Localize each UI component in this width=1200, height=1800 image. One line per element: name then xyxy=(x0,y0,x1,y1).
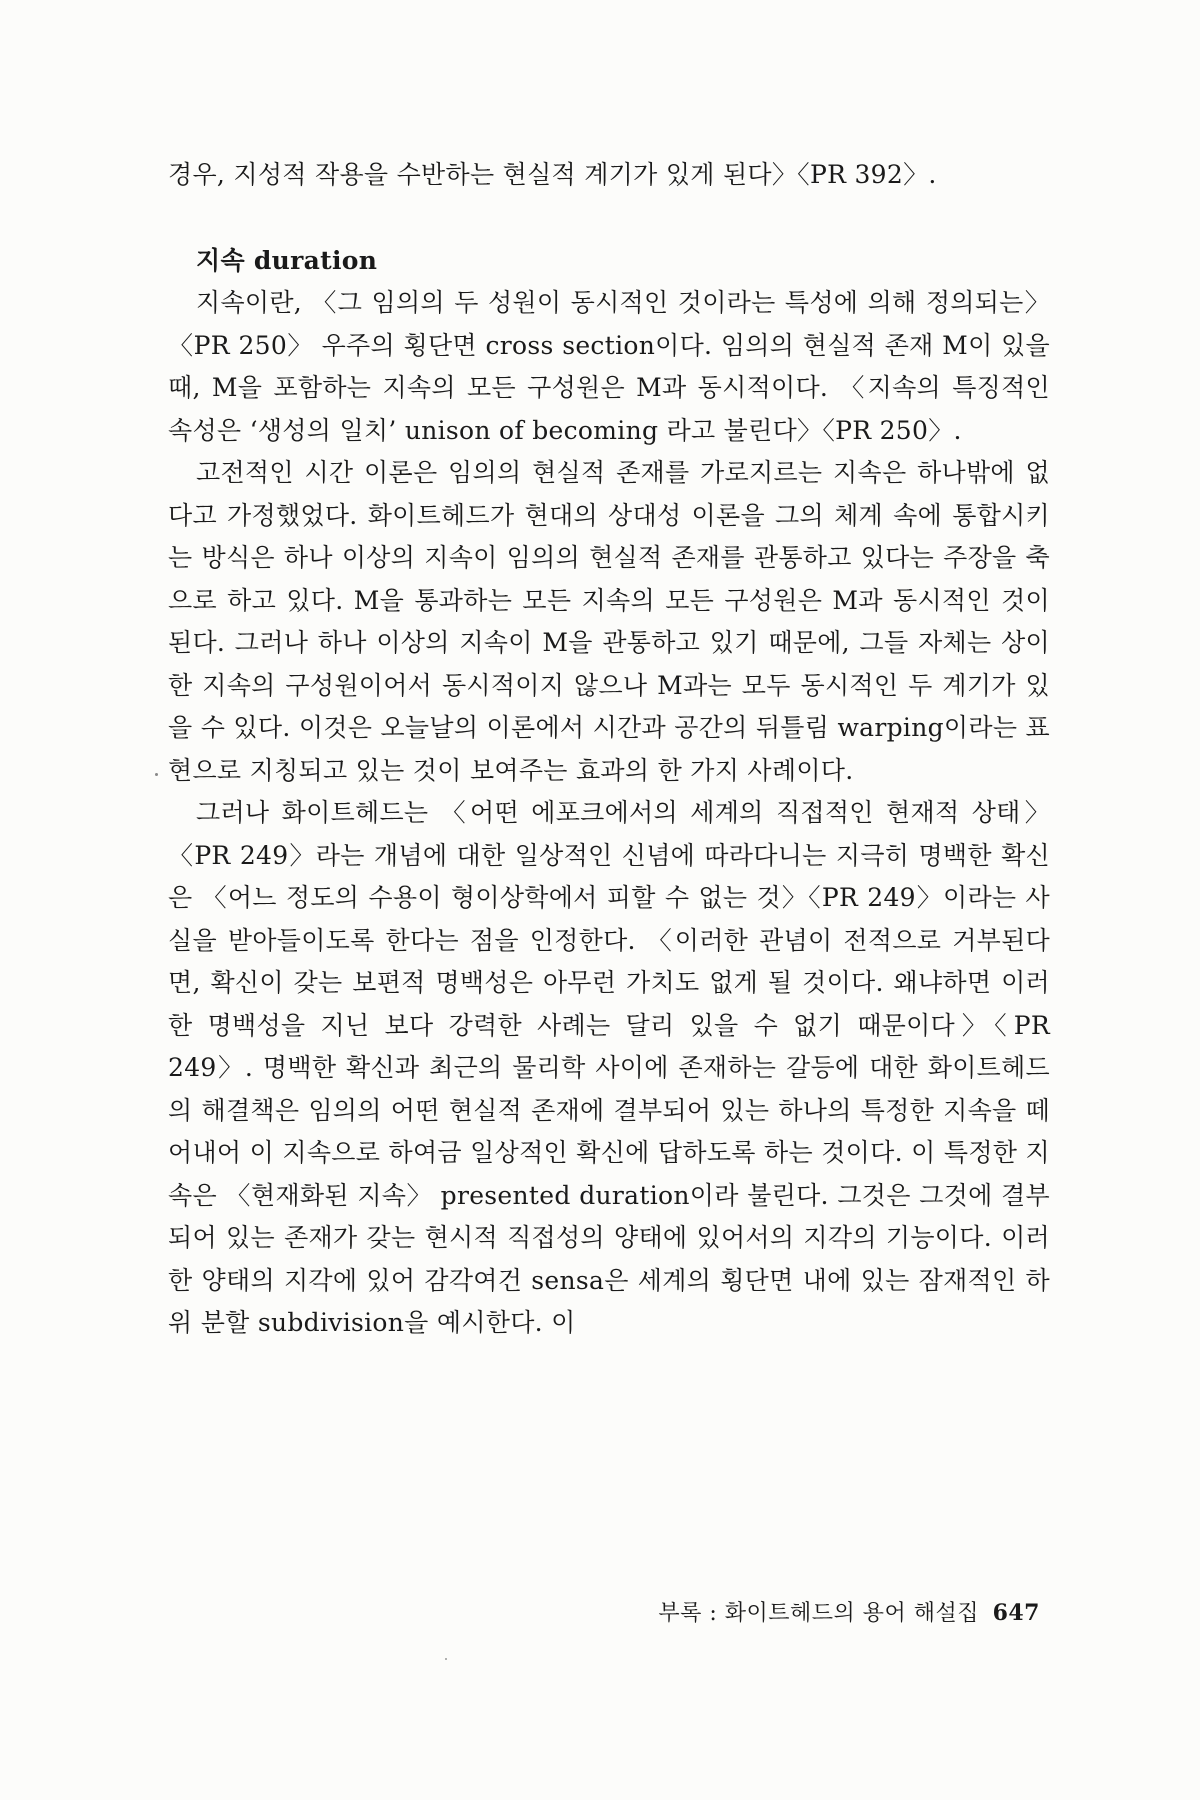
running-title: 부록 : 화이트헤드의 용어 해설집 xyxy=(658,1601,980,1626)
page-footer xyxy=(580,1596,1040,1627)
body-text xyxy=(168,154,1050,1345)
margin-dot xyxy=(155,773,158,776)
paragraph-3: 그러나 화이트헤드는 〈어떤 에포크에서의 세계의 직접적인 현재적 상태〉〈PR 249〉라는 개념에 대한 일상적인 신념에 따라다니는 지극히 명백한 확신은 〈어느 정도의 수용이 형이상학에서 피할 수 없는 것〉〈PR 249〉이라는 사실을 받아들이도록 한다는 점을 인정한다. 〈이러한 관념이 전적으로 거부된다면, 확신이 갖는 보편적 명백성은 아무런 가치도 없게 될 것이다. 왜냐하면 이러한 명백성을 지닌 보다 강력한 사례는 달리 있을 수 없기 때문이다〉〈PR 249〉. 명백한 확신과 최근의 물리학 사이에 존재하는 갈등에 대한 화이트헤드의 해결책은 임의의 어떤 현실적 존재에 결부되어 있는 하나의 특정한 지속을 떼어내어 이 지속으로 하여금 일상적인 확신에 답하도록 하는 것이다. 이 특정한 지속은 〈현재화된 지속〉 presented duration이라 불린다. 그것은 그것에 결부되어 있는 존재가 갖는 현시적 직접성의 양태에 있어서의 지각의 기능이다. 이러한 양태의 지각에 있어 감각여건 sensa은 세계의 횡단면 내에 있는 잠재적인 하위 분할 subdivision을 예시한다. 이 xyxy=(168,798,1050,1337)
scan-speck xyxy=(445,1658,447,1660)
continuation-paragraph: 경우, 지성적 작용을 수반하는 현실적 계기가 있게 된다〉〈PR 392〉. xyxy=(168,160,937,189)
paragraph-1: 지속이란, 〈그 임의의 두 성원이 동시적인 것이라는 특성에 의해 정의되는〉〈PR 250〉 우주의 횡단면 cross section이다. 임의의 현실적 존재 M이 있을 때, M을 포함하는 지속의 모든 구성원은 M과 동시적이다. 〈지속의 특징적인 속성은 ‘생성의 일치’ unison of becoming 라고 불린다〉〈PR 250〉. xyxy=(168,288,1050,445)
entry-heading: 지속 duration xyxy=(196,245,378,275)
page-number: 647 xyxy=(992,1600,1040,1626)
section-gap xyxy=(168,197,1050,240)
paragraph-2: 고전적인 시간 이론은 임의의 현실적 존재를 가로지르는 지속은 하나밖에 없다고 가정했었다. 화이트헤드가 현대의 상대성 이론을 그의 체계 속에 통합시키는 방식은 하나 이상의 지속이 임의의 현실적 존재를 관통하고 있다는 주장을 축으로 하고 있다. M을 통과하는 모든 지속의 모든 구성원은 M과 동시적인 것이 된다. 그러나 하나 이상의 지속이 M을 관통하고 있기 때문에, 그들 자체는 상이한 지속의 구성원이어서 동시적이지 않으나 M과는 모두 동시적인 두 계기가 있을 수 있다. 이것은 오늘날의 이론에서 시간과 공간의 뒤틀림 warping이라는 표현으로 지칭되고 있는 것이 보여주는 효과의 한 가지 사례이다. xyxy=(168,458,1050,785)
